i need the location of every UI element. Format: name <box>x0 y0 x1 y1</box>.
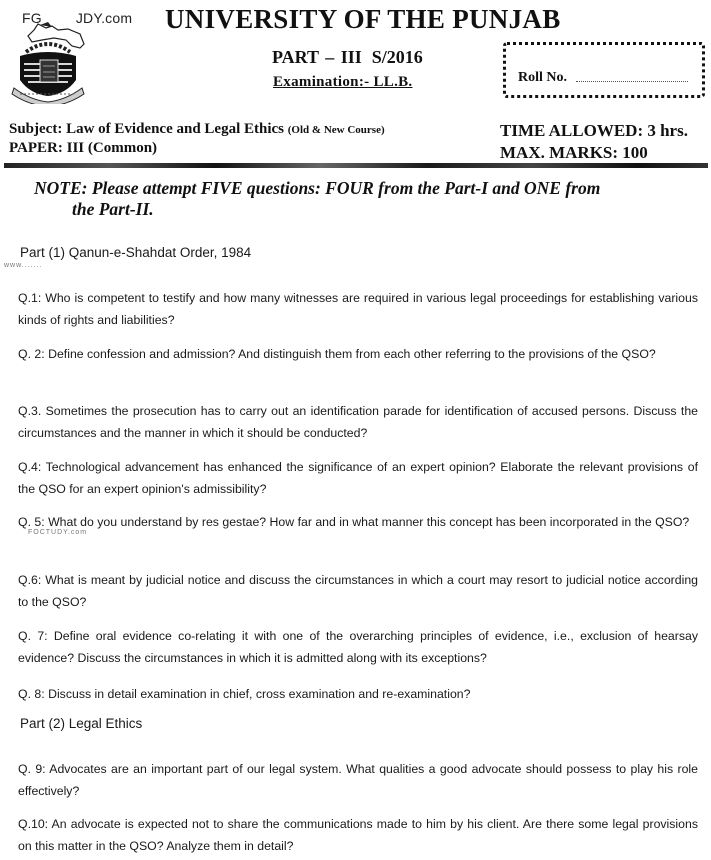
roll-number-field <box>576 81 688 82</box>
question-10: Q.10: An advocate is expected not to share the communications made to him by his client. Are there some legal provisions on this matter in the QSO? Analyze them in detail? <box>18 817 698 853</box>
max-marks: MAX. MARKS: 100 <box>500 143 648 162</box>
question-4: Q.4: Technological advancement has enhanced the significance of an expert opinion? Elaborate the relevant provisions of the QSO for an expert opinion's admissibility? <box>18 460 698 496</box>
time-allowed: TIME ALLOWED: 3 hrs. <box>500 121 688 140</box>
part-label: PART – III <box>272 47 362 67</box>
paper-label: PAPER: III (Common) <box>9 140 158 156</box>
note-line-1: NOTE: Please attempt FIVE questions: FOUR from the Part-I and ONE from <box>34 178 601 198</box>
note-line-2: the Part-II. <box>72 199 154 219</box>
university-title: UNIVERSITY OF THE PUNJAB <box>165 4 561 34</box>
subject-label: Subject: Law of Evidence and Legal Ethics <box>9 121 285 137</box>
session-label: S/2016 <box>371 47 423 67</box>
instructions-note <box>34 178 684 220</box>
course-label: (Old & New Course) <box>287 124 385 136</box>
part-2-heading: Part (2) Legal Ethics <box>20 716 143 731</box>
question-6: Q.6: What is meant by judicial notice and discuss the circumstances in which a court may resort to judicial notice according to the QSO? <box>18 573 698 609</box>
question-3: Q.3. Sometimes the prosecution has to carry out an identification parade for identification of accused persons. Discuss the circumstances and the manner in which it should be conducted? <box>18 404 698 440</box>
part-1-heading: Part (1) Qanun-e-Shahdat Order, 1984 <box>20 245 252 260</box>
question-1: Q.1: Who is competent to testify and how many witnesses are required in various legal proceedings for establishing various kinds of rights and liabilities? <box>18 291 698 327</box>
roll-number-box <box>503 42 705 98</box>
part-session-line <box>272 47 423 68</box>
part-1-watermark: www....... <box>4 262 43 269</box>
watermark-right-text: JDY.com <box>75 10 133 26</box>
roll-number-label: Roll No. <box>518 70 567 85</box>
question-5-watermark: FOCTUDY.com <box>28 529 88 536</box>
question-9: Q. 9: Advocates are an important part of our legal system. What qualities a good advocate should possess to play his role effectively? <box>18 762 698 798</box>
question-5: Q. 5: What do you understand by res gestae? How far and in what manner this concept has been incorporated in the QSO? <box>18 515 690 529</box>
header-divider <box>4 163 708 168</box>
subject-line <box>9 121 385 138</box>
examination-label: Examination:- LL.B. <box>273 74 413 90</box>
university-crest-icon <box>10 22 88 104</box>
question-8: Q. 8: Discuss in detail examination in chief, cross examination and re-examination? <box>18 687 471 701</box>
question-7: Q. 7: Define oral evidence co-relating it with one of the overarching principles of evidence, i.e., exclusion of hearsay evidence? Discuss the circumstances in which it is admitted along with its exceptions? <box>18 629 698 665</box>
question-2: Q. 2: Define confession and admission? And distinguish them from each other referring to the provisions of the QSO? <box>18 347 656 361</box>
watermark-left-text: FG <box>22 10 42 26</box>
